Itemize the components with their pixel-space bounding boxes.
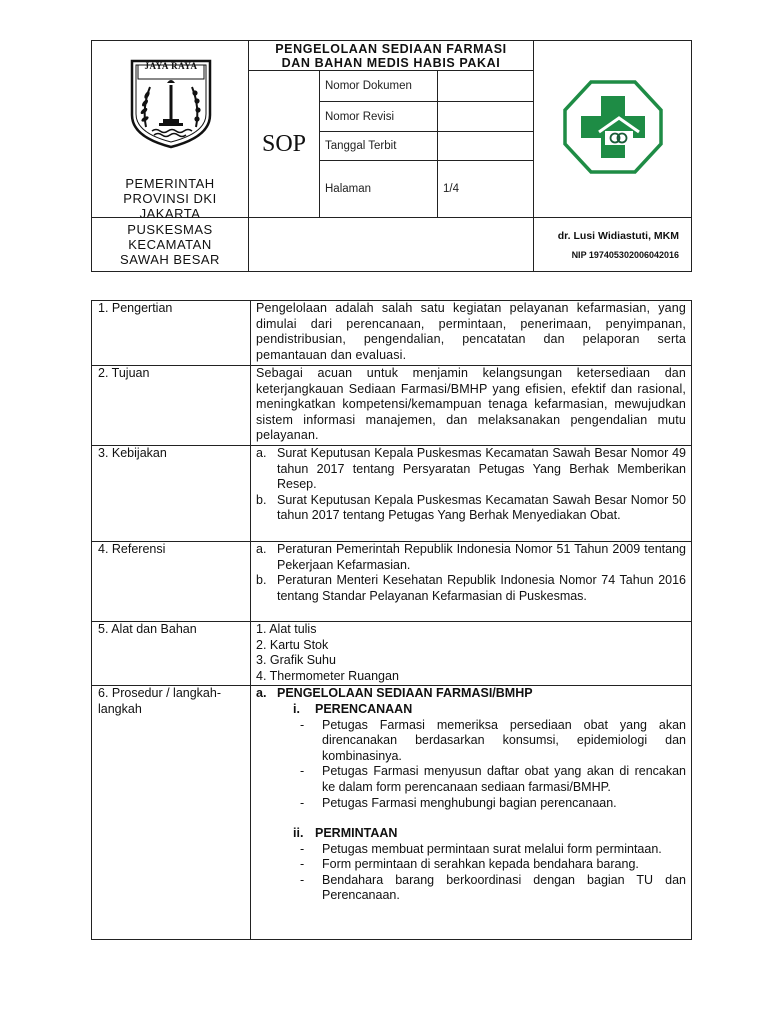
row-alat-bahan [92,621,692,685]
header-table [91,40,692,272]
halaman-label: Halaman [320,161,438,218]
row-prosedur [92,686,692,940]
sub-marker: ii. [293,826,304,841]
sub-marker: i. [293,701,300,716]
item-marker: b. [256,573,267,588]
prosedur-content [251,686,692,940]
perencanaan-step [256,718,686,765]
signer-block [534,218,692,272]
permintaan-step [256,873,686,904]
nomor-dokumen-value [438,71,534,102]
dash-marker: - [300,717,305,732]
pk-line-2: KECAMATAN [128,237,212,252]
kebijakan-list [251,445,692,541]
puskesmas-logo-icon [561,78,665,176]
sop-content-table [91,300,692,940]
item-text: Peraturan Menteri Kesehatan Republik Indonesia Nomor 74 Tahun 2016 tentang Standar Pelayanan Kefarmasian di Puskesmas. [277,573,686,603]
item-text: Peraturan Pemerintah Republik Indonesia Nomor 51 Tahun 2009 tentang Pekerjaan Kefarmasian. [277,541,686,572]
alat-list [251,621,692,685]
title-line-1: PENGELOLAAN SEDIAAN FARMASI [275,42,507,56]
dash-marker: - [300,857,305,872]
gov-line-1: PEMERINTAH [125,176,215,191]
signer-nip: NIP 197405302006042016 [571,249,679,260]
permintaan-step [256,842,686,858]
permintaan-step [256,857,686,873]
permintaan-heading [256,826,686,842]
sub-text: PERMINTAAN [315,826,398,841]
perencanaan-heading [256,702,686,718]
step-text: Form permintaan di serahkan kepada bendahara barang. [322,857,639,872]
blank-cell [249,218,534,272]
pk-line-3: SAWAH BESAR [120,252,220,267]
pk-line-1: PUSKESMAS [127,222,213,237]
title-line-2: DAN BAHAN MEDIS HABIS PAKAI [281,56,501,70]
spacer [256,811,686,826]
sub-text: PERENCANAAN [315,701,413,716]
tanggal-terbit-value [438,132,534,161]
gov-line-3: JAKARTA [139,206,201,221]
row-tujuan [92,366,692,446]
sop-label: SOP [249,71,320,218]
item-marker: b. [256,492,267,507]
referensi-item [256,542,686,573]
alat-item: 2. Kartu Stok [256,637,329,652]
kebijakan-label: 3. Kebijakan [92,445,251,541]
alat-label: 5. Alat dan Bahan [92,621,251,685]
pengertian-label: 1. Pengertian [92,301,251,366]
item-marker: a. [256,541,267,556]
item-text: Surat Keputusan Kepala Puskesmas Kecamatan Sawah Besar Nomor 50 tahun 2017 tentang Petugas Yang Berhak Menyediakan Obat. [277,492,686,523]
pengertian-text: Pengelolaan adalah salah satu kegiatan pelayanan kefarmasian, yang dimulai dari perencanaan, permintaan, penerimaan, penyimpanan, pendistribusian, pengendalian, pencatatan dan pelaporan serta pemantauan dan evaluasi. [251,301,692,366]
step-text: Bendahara barang berkoordinasi dengan bagian TU dan Perencanaan. [322,872,686,903]
dash-marker: - [300,795,305,810]
heading-text: PENGELOLAAN SEDIAAN FARMASI/BMHP [277,686,533,701]
dash-marker: - [300,872,305,887]
nomor-revisi-label: Nomor Revisi [320,102,438,132]
referensi-label: 4. Referensi [92,541,251,621]
government-name [92,176,248,221]
tanggal-terbit-label: Tanggal Terbit [320,132,438,161]
step-text: Petugas Farmasi memeriksa persediaan obat yang akan direncanakan berdasarkan konsumsi, epidemiologi dan kombinasinya. [322,717,686,763]
logo-cell [92,41,249,221]
item-marker: a. [256,445,267,460]
perencanaan-step [256,764,686,795]
document-title [249,41,534,71]
step-text: Petugas Farmasi menyusun daftar obat yang akan di rencakan ke dalam form perencanaan sediaan farmasi/BMHP. [322,764,686,794]
puskesmas-logo-cell [534,41,692,218]
alat-item: 3. Grafik Suhu [256,653,336,668]
tujuan-label: 2. Tujuan [92,366,251,446]
referensi-list [251,541,692,621]
signer-name: dr. Lusi Widiastuti, MKM [557,229,679,242]
puskesmas-name [92,218,249,272]
dash-marker: - [300,764,305,779]
alat-item: 4. Thermometer Ruangan [256,668,399,683]
kebijakan-item [256,446,686,493]
prosedur-label: 6. Prosedur / langkah-langkah [92,686,251,940]
nomor-dokumen-label: Nomor Dokumen [320,71,438,102]
step-text: Petugas membuat permintaan surat melalui form permintaan. [322,841,662,856]
tujuan-text: Sebagai acuan untuk menjamin kelangsungan ketersediaan dan keterjangkauan Sediaan Farmasi/BMHP yang efisien, efektif dan rasional, meningkatkan kompetensi/kemampuan tenaga kefarmasian, mewujudkan sistem informasi manajemen, dan melaksanakan pengendalian mutu pelayanan. [251,366,692,446]
nomor-revisi-value [438,102,534,132]
step-text: Petugas Farmasi menghubungi bagian perencanaan. [322,795,617,810]
row-kebijakan [92,445,692,541]
prosedur-heading [256,686,686,702]
logo-banner-text: JAYA RAYA [144,61,198,71]
perencanaan-step [256,796,686,812]
alat-item: 1. Alat tulis [256,621,317,636]
item-text: Surat Keputusan Kepala Puskesmas Kecamatan Sawah Besar Nomor 49 tahun 2017 tentang Persyaratan Petugas Yang Berhak Memberikan Resep. [277,445,686,492]
heading-marker: a. [256,686,267,701]
referensi-item [256,573,686,604]
row-referensi [92,541,692,621]
dash-marker: - [300,841,305,856]
kebijakan-item [256,493,686,524]
halaman-value: 1/4 [438,161,534,218]
row-pengertian [92,301,692,366]
gov-line-2: PROVINSI DKI [123,191,217,206]
